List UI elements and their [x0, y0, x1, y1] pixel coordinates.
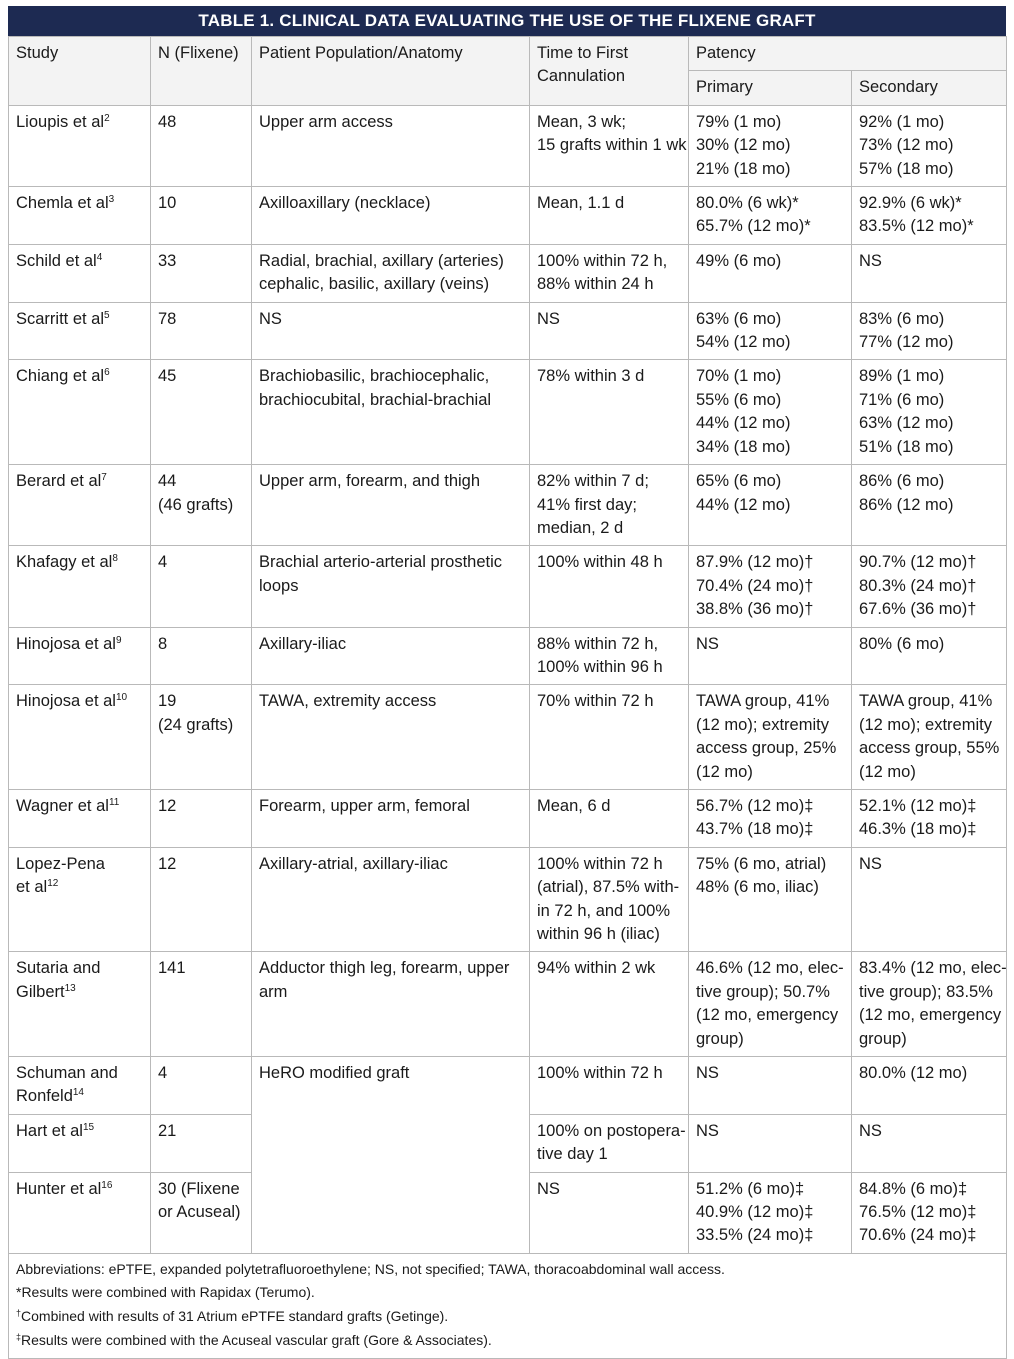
table-title: TABLE 1. CLINICAL DATA EVALUATING THE USE OF THE FLIXENE GRAFT	[8, 6, 1006, 36]
cell-study	[9, 187, 151, 245]
time-text: 70% within 72 h	[537, 692, 654, 711]
time-text: Mean, 6 d	[537, 796, 611, 815]
table-row	[9, 302, 1007, 360]
n-value: or Acuseal)	[158, 1203, 241, 1222]
primary-patency: (12 mo)	[696, 762, 753, 781]
cell-time	[530, 187, 689, 245]
footnotes	[9, 1253, 1007, 1358]
cell-time	[530, 465, 689, 546]
n-value: 12	[158, 796, 177, 815]
cell-study	[9, 627, 151, 685]
time-text: in 72 h, and 100%	[537, 901, 671, 920]
reference-number: 8	[112, 553, 118, 565]
secondary-patency: 67.6% (36 mo)†	[859, 600, 977, 619]
study-name: Hinojosa et $al^{10}$	[16, 692, 128, 711]
time-text: 100% within 72 h	[537, 854, 663, 873]
time-text: 82% within 7 d;	[537, 472, 649, 491]
cell-n	[151, 244, 252, 302]
population-text: HeRO modified graft	[259, 1064, 410, 1083]
time-text: 100% within 96 h	[537, 657, 663, 676]
cell-time	[530, 1172, 689, 1253]
time-text: tive day 1	[537, 1145, 608, 1164]
table-row	[9, 546, 1007, 627]
secondary-patency: 73% (12 mo)	[859, 136, 954, 155]
header-time-line: Cannulation	[537, 67, 626, 86]
population-text: Upper arm, forearm, and thigh	[259, 472, 481, 491]
n-value: 19	[158, 692, 177, 711]
population-text: Upper arm access	[259, 112, 393, 131]
secondary-patency: (12 mo); extremity	[859, 715, 992, 734]
time-text: Mean, 1.1 d	[537, 194, 625, 213]
study-name: Chiang et $al^6$	[16, 367, 110, 386]
population-text: Radial, brachial, axillary (arteries)	[259, 251, 504, 270]
primary-patency: 65.7% (12 mo)*	[696, 217, 811, 236]
cell-population	[252, 187, 530, 245]
cell-study	[9, 952, 151, 1057]
header-time	[530, 37, 689, 106]
time-text: 94% within 2 wk	[537, 959, 656, 978]
study-name: Scarritt et $al^5$	[16, 309, 110, 328]
study-name: Lopez-Pena	[16, 854, 105, 873]
table-row	[9, 244, 1007, 302]
secondary-patency: (12 mo, emergency	[859, 1006, 1002, 1025]
reference-number: 4	[96, 251, 103, 263]
primary-patency: 33.5% (24 mo)‡	[696, 1226, 814, 1245]
table-row	[9, 360, 1007, 465]
cell-primary	[689, 952, 852, 1057]
primary-patency: 44% (12 mo)	[696, 414, 791, 433]
cell-secondary	[852, 465, 1007, 546]
cell-time	[530, 105, 689, 186]
secondary-patency: 90.7% (12 mo)†	[859, 553, 977, 572]
header-n: N (Flixene)	[151, 37, 252, 106]
cell-secondary	[852, 244, 1007, 302]
footnote-mark: †	[16, 1308, 22, 1319]
cell-time	[530, 360, 689, 465]
primary-patency: TAWA group, 41%	[696, 692, 830, 711]
secondary-patency: 80.3% (24 mo)†	[859, 576, 977, 595]
cell-population	[252, 952, 530, 1057]
time-text: 100% on postopera-	[537, 1121, 686, 1140]
reference-number: 9	[115, 634, 122, 646]
secondary-patency: 83.5% (12 mo)*	[859, 217, 974, 236]
secondary-patency: 84.8% (6 mo)‡	[859, 1179, 968, 1198]
n-value: 4	[158, 553, 168, 572]
cell-study	[9, 1057, 151, 1115]
header-primary: Primary	[689, 71, 852, 105]
time-text: within 96 h (iliac)	[537, 925, 660, 943]
cell-study	[9, 244, 151, 302]
cell-study	[9, 847, 151, 952]
cell-n	[151, 546, 252, 627]
cell-secondary	[852, 1114, 1007, 1172]
population-text: Axillary-iliac	[259, 634, 347, 653]
secondary-patency: 86% (6 mo)	[859, 472, 945, 491]
time-text: 78% within 3 d	[537, 367, 645, 386]
n-value: 45	[158, 367, 177, 386]
primary-patency: group)	[696, 1029, 744, 1048]
primary-patency: 44% (12 mo)	[696, 495, 791, 514]
n-value: (46 grafts)	[158, 495, 234, 514]
secondary-patency: 89% (1 mo)	[859, 367, 945, 386]
study-name: Ronfeld$^{14}$	[16, 1087, 84, 1106]
study-name: et $al^{12}$	[16, 878, 59, 897]
secondary-patency: 80% (6 mo)	[859, 634, 945, 653]
primary-patency: 38.8% (36 mo)†	[696, 600, 814, 619]
reference-number: 12	[47, 878, 59, 890]
reference-number: 2	[104, 112, 110, 124]
study-name: Hunter et $al^{16}$	[16, 1179, 113, 1198]
primary-patency: (12 mo, emergency	[696, 1006, 839, 1025]
secondary-patency: 70.6% (24 mo)‡	[859, 1226, 977, 1245]
secondary-patency: 86% (12 mo)	[859, 495, 954, 514]
secondary-patency: NS	[859, 251, 882, 270]
primary-patency: NS	[696, 1064, 719, 1083]
reference-number: 13	[64, 982, 76, 994]
n-value: 141	[158, 959, 186, 978]
time-text: 15 grafts within 1 wk	[537, 136, 687, 155]
secondary-patency: 77% (12 mo)	[859, 333, 954, 352]
cell-study	[9, 685, 151, 790]
cell-time	[530, 1057, 689, 1115]
time-text: median, 2 d	[537, 518, 624, 537]
table-row	[9, 847, 1007, 952]
cell-primary	[689, 105, 852, 186]
clinical-data-table	[8, 36, 1007, 1359]
population-text: Adductor thigh leg, forearm, upper	[259, 959, 510, 978]
secondary-patency: 51% (18 mo)	[859, 437, 954, 456]
time-text: (atrial), 87.5% with-	[537, 878, 680, 897]
header-population: Patient Population/Anatomy	[252, 37, 530, 106]
study-name: Gilbert$^{13}$	[16, 982, 76, 1001]
primary-patency: (12 mo); extremity	[696, 715, 829, 734]
primary-patency: NS	[696, 634, 719, 653]
cell-study	[9, 1172, 151, 1253]
primary-patency: 80.0% (6 wk)*	[696, 194, 799, 213]
header-row	[9, 37, 1007, 71]
primary-patency: 55% (6 mo)	[696, 390, 782, 409]
table-row	[9, 789, 1007, 847]
cell-secondary	[852, 187, 1007, 245]
cell-population	[252, 465, 530, 546]
reference-number: 5	[104, 309, 110, 321]
cell-primary	[689, 685, 852, 790]
cell-population	[252, 244, 530, 302]
cell-study	[9, 465, 151, 546]
primary-patency: 51.2% (6 mo)‡	[696, 1179, 805, 1198]
cell-n	[151, 847, 252, 952]
population-text: Brachiobasilic, brachiocephalic,	[259, 367, 490, 386]
cell-secondary	[852, 105, 1007, 186]
cell-population	[252, 627, 530, 685]
secondary-patency: NS	[859, 1121, 882, 1140]
cell-primary	[689, 627, 852, 685]
footnote	[16, 1329, 999, 1353]
cell-time	[530, 789, 689, 847]
cell-time	[530, 244, 689, 302]
study-name: Hinojosa et $al^9$	[16, 634, 122, 653]
table-body	[9, 105, 1007, 1253]
study-name: Wagner et $al^{11}$	[16, 796, 120, 815]
cell-n	[151, 627, 252, 685]
study-name: Chemla et $al^3$	[16, 194, 115, 213]
cell-primary	[689, 1114, 852, 1172]
cell-primary	[689, 244, 852, 302]
secondary-patency: 63% (12 mo)	[859, 414, 954, 433]
cell-primary	[689, 546, 852, 627]
primary-patency: 34% (18 mo)	[696, 437, 791, 456]
cell-population	[252, 546, 530, 627]
cell-population	[252, 360, 530, 465]
secondary-patency: 83% (6 mo)	[859, 309, 945, 328]
cell-time	[530, 627, 689, 685]
cell-time	[530, 302, 689, 360]
cell-primary	[689, 302, 852, 360]
cell-n	[151, 360, 252, 465]
secondary-patency: tive group); 83.5%	[859, 982, 993, 1001]
secondary-patency: 52.1% (12 mo)‡	[859, 796, 977, 815]
cell-time	[530, 847, 689, 952]
footnote-text: Combined with results of 31 Atrium ePTFE standard grafts (Getinge).	[21, 1308, 449, 1325]
cell-n	[151, 187, 252, 245]
cell-population	[252, 685, 530, 790]
n-value: 10	[158, 194, 177, 213]
n-value: 8	[158, 634, 168, 653]
cell-secondary	[852, 302, 1007, 360]
secondary-patency: 46.3% (18 mo)‡	[859, 820, 977, 839]
header-patency: Patency	[689, 37, 1007, 71]
cell-population	[252, 847, 530, 952]
population-text: arm	[259, 982, 288, 1001]
time-text: 88% within 72 h,	[537, 634, 659, 653]
primary-patency: NS	[696, 1121, 719, 1140]
cell-secondary	[852, 847, 1007, 952]
secondary-patency: access group, 55%	[859, 739, 1000, 758]
cell-primary	[689, 360, 852, 465]
cell-secondary	[852, 685, 1007, 790]
footnote-text: Results were combined with the Acuseal vascular graft (Gore & Associates).	[21, 1331, 492, 1348]
secondary-patency: 57% (18 mo)	[859, 159, 954, 178]
reference-number: 6	[104, 367, 110, 379]
header-secondary: Secondary	[852, 71, 1007, 105]
table-row	[9, 105, 1007, 186]
cell-population	[252, 105, 530, 186]
footnote	[16, 1258, 999, 1282]
primary-patency: 54% (12 mo)	[696, 333, 791, 352]
cell-study	[9, 789, 151, 847]
primary-patency: 56.7% (12 mo)‡	[696, 796, 814, 815]
study-name: Hart et $al^{15}$	[16, 1121, 95, 1140]
cell-time	[530, 546, 689, 627]
cell-n	[151, 789, 252, 847]
primary-patency: 40.9% (12 mo)‡	[696, 1203, 814, 1222]
header-study: Study	[9, 37, 151, 106]
primary-patency: tive group); 50.7%	[696, 982, 830, 1001]
cell-secondary	[852, 627, 1007, 685]
primary-patency: 70% (1 mo)	[696, 367, 782, 386]
cell-secondary	[852, 1057, 1007, 1115]
time-text: 100% within 72 h,	[537, 251, 668, 270]
cell-study	[9, 546, 151, 627]
cell-n	[151, 105, 252, 186]
cell-study	[9, 1114, 151, 1172]
cell-secondary	[852, 789, 1007, 847]
footnote	[16, 1281, 999, 1305]
cell-n	[151, 465, 252, 546]
time-text: 100% within 48 h	[537, 553, 663, 572]
n-value: (24 grafts)	[158, 715, 234, 734]
cell-primary	[689, 1172, 852, 1253]
cell-primary	[689, 847, 852, 952]
cell-study	[9, 360, 151, 465]
population-text: Axilloaxillary (necklace)	[259, 194, 431, 213]
population-text: loops	[259, 576, 299, 595]
time-text: 88% within 24 h	[537, 275, 654, 294]
primary-patency: access group, 25%	[696, 739, 837, 758]
secondary-patency: 80.0% (12 mo)	[859, 1064, 968, 1083]
primary-patency: 49% (6 mo)	[696, 251, 782, 270]
time-text: NS	[537, 309, 560, 328]
population-text: cephalic, basilic, axillary (veins)	[259, 275, 490, 294]
cell-primary	[689, 187, 852, 245]
cell-n	[151, 1057, 252, 1115]
reference-number: 15	[82, 1121, 95, 1133]
primary-patency: 87.9% (12 mo)†	[696, 553, 814, 572]
cell-time	[530, 1114, 689, 1172]
cell-primary	[689, 1057, 852, 1115]
cell-n	[151, 1172, 252, 1253]
population-text: NS	[259, 309, 282, 328]
secondary-patency: 92.9% (6 wk)*	[859, 194, 962, 213]
cell-population	[252, 1057, 530, 1254]
n-value: 4	[158, 1064, 168, 1083]
secondary-patency: group)	[859, 1029, 907, 1048]
cell-primary	[689, 465, 852, 546]
primary-patency: 30% (12 mo)	[696, 136, 791, 155]
reference-number: 7	[101, 472, 107, 484]
n-value: 30 (Flixene	[158, 1179, 240, 1198]
time-text: 100% within 72 h	[537, 1064, 663, 1083]
reference-number: 16	[101, 1179, 113, 1191]
cell-secondary	[852, 360, 1007, 465]
footnote-text: *Results were combined with Rapidax (Terumo).	[16, 1284, 315, 1301]
footnote	[16, 1305, 999, 1329]
table-row	[9, 465, 1007, 546]
primary-patency: 21% (18 mo)	[696, 159, 791, 178]
n-value: 78	[158, 309, 177, 328]
table-figure	[8, 6, 1006, 1359]
cell-time	[530, 685, 689, 790]
primary-patency: 75% (6 mo, atrial)	[696, 854, 827, 873]
n-value: 44	[158, 472, 177, 491]
population-text: TAWA, extremity access	[259, 692, 437, 711]
cell-study	[9, 302, 151, 360]
cell-time	[530, 952, 689, 1057]
cell-secondary	[852, 546, 1007, 627]
table-row	[9, 627, 1007, 685]
reference-number: 3	[108, 194, 115, 206]
table-row	[9, 952, 1007, 1057]
study-name: Berard et $al^7$	[16, 472, 107, 491]
population-text: brachiocubital, brachial-brachial	[259, 390, 492, 409]
study-name: Sutaria and	[16, 959, 101, 978]
table-row	[9, 685, 1007, 790]
cell-population	[252, 302, 530, 360]
cell-n	[151, 685, 252, 790]
primary-patency: 43.7% (18 mo)‡	[696, 820, 814, 839]
secondary-patency: TAWA group, 41%	[859, 692, 993, 711]
time-text: Mean, 3 wk;	[537, 112, 626, 131]
secondary-patency: 76.5% (12 mo)‡	[859, 1203, 977, 1222]
study-name: Lioupis et $al^2$	[16, 112, 110, 131]
primary-patency: 63% (6 mo)	[696, 309, 782, 328]
cell-secondary	[852, 1172, 1007, 1253]
n-value: 33	[158, 251, 177, 270]
reference-number: 14	[72, 1087, 84, 1099]
population-text: Forearm, upper arm, femoral	[259, 796, 470, 815]
footnote-mark: ‡	[16, 1331, 22, 1342]
cell-n	[151, 952, 252, 1057]
study-name: Schuman and	[16, 1064, 118, 1083]
primary-patency: 79% (1 mo)	[696, 112, 782, 131]
n-value: 12	[158, 854, 177, 873]
n-value: 21	[158, 1121, 177, 1140]
cell-n	[151, 302, 252, 360]
primary-patency: 70.4% (24 mo)†	[696, 576, 814, 595]
time-text: 41% first day;	[537, 495, 637, 514]
cell-primary	[689, 789, 852, 847]
cell-study	[9, 105, 151, 186]
secondary-patency: 83.4% (12 mo, elec-	[859, 959, 1007, 978]
secondary-patency: (12 mo)	[859, 762, 916, 781]
table-row	[9, 1057, 1007, 1115]
time-text: NS	[537, 1179, 560, 1198]
study-name: Khafagy et $al^8$	[16, 553, 118, 572]
table-row	[9, 187, 1007, 245]
cell-population	[252, 789, 530, 847]
footnote-text: Abbreviations: ePTFE, expanded polytetrafluoroethylene; NS, not specified; TAWA, thoracoabdominal wall access.	[16, 1260, 725, 1277]
primary-patency: 65% (6 mo)	[696, 472, 782, 491]
header-time-line: Time to First	[537, 44, 629, 62]
n-value: 48	[158, 112, 177, 131]
population-text: Brachial arterio-arterial prosthetic	[259, 553, 503, 572]
primary-patency: 46.6% (12 mo, elec-	[696, 959, 844, 978]
reference-number: 11	[108, 796, 120, 808]
primary-patency: 48% (6 mo, iliac)	[696, 878, 819, 897]
population-text: Axillary-atrial, axillary-iliac	[259, 854, 448, 873]
secondary-patency: 71% (6 mo)	[859, 390, 945, 409]
footnotes-row	[9, 1253, 1007, 1358]
secondary-patency: NS	[859, 854, 882, 873]
cell-secondary	[852, 952, 1007, 1057]
secondary-patency: 92% (1 mo)	[859, 112, 945, 131]
reference-number: 10	[115, 692, 128, 704]
study-name: Schild et $al^4$	[16, 251, 103, 270]
cell-n	[151, 1114, 252, 1172]
